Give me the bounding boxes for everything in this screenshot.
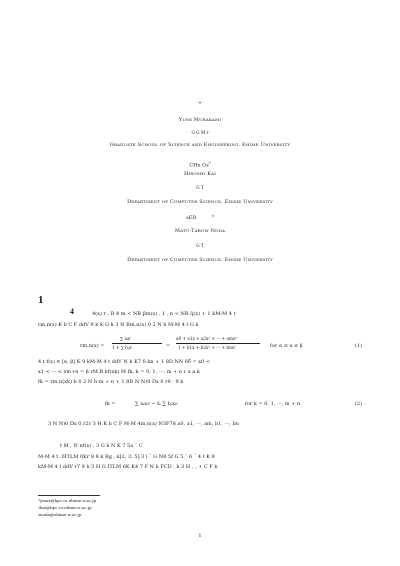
eq1-fracline-1: [112, 343, 162, 344]
eq1-fracline-2: [176, 343, 260, 344]
eq1-den1: 1 + ∑ bⱼxʲ: [112, 345, 133, 350]
footnote-3: ‡noda@ehime-u.ac.jp: [38, 512, 82, 517]
body-line-7: t M , N nf(x) , 3 G k N K 7 5a ˆ C: [60, 443, 143, 449]
eq1-number: (1): [354, 343, 362, 349]
body-line-4: x1 < ··· < xm+n = β rM B kf(xk) M fk, k = 0, 1, ···, m + n r a a k: [38, 369, 200, 375]
author-2-affiliation: Department of Computer Science, Ehime University: [127, 199, 273, 205]
author-2-name: Hiroshi Kai: [183, 171, 217, 177]
eq1-num2: a0 + a1x + a2x² + ··· + amxᵐ: [176, 336, 238, 341]
eq1-den2: 1 + b1x + b2x² + ··· + bnxⁿ: [178, 345, 236, 350]
body-line-3: 4 t f(x) ∈ [α, β] K 9 kM-M 4 t ddV N h K7 δ-kn + 1 8D NN δδ̃ = x0 <: [38, 359, 211, 365]
body-line-2: rm,n(x) K h C F ddV 9 k K G k 3 N Rm,n(x) 0 2 N h M-M 4 t G k: [38, 322, 199, 328]
author-3-affiliation: Department of Computer Science, Ehime University: [127, 257, 273, 263]
author-3-footmark: ‡: [211, 213, 214, 218]
footnote-rule: [38, 495, 100, 496]
body-line-8: M-M 4 t ,0ITLM 0Kr 8 8 k Bg , k[2, 3, 5] 3 l ˆ G N8 5f G 5 ˆ 6 ˆ 4 t K 9: [38, 454, 215, 460]
footnote-2: †kai@hpc.cs.ehime-u.ac.jp: [38, 505, 92, 510]
eq2-number: (2): [354, 401, 362, 407]
page-number: 1: [198, 533, 202, 539]
author-3-name: Matu-Tarow Noda: [174, 228, 226, 234]
author-3-line2: G T: [196, 243, 204, 248]
eq1-lhs: rm,n(x) =: [80, 343, 105, 349]
author-2-line2: G T: [196, 185, 204, 190]
author-3-pre: [0, 215, 400, 221]
body-line-5: fk = rm,n(xk) h 0 2 N h m + n + 1 8D N N)0 Dx 0 r9 · 9 k: [38, 379, 184, 385]
author-2-pre: [0, 160, 400, 169]
eq1-num1: ∑ aᵢxⁱ: [120, 336, 131, 341]
author-3-pre-text: sED: [186, 215, 197, 221]
section-number: 1: [38, 294, 44, 306]
title-mark: *: [198, 101, 202, 107]
body-line-1: 4(x) r , R 4 m < NB p̃m(x) , 1 , n < NB q̃(x) + 1 kM-M 4 t: [92, 311, 236, 317]
author-1-affiliation: Graduate School of Science and Engineering, Ehime University: [109, 142, 291, 148]
eq2-body: ∑ aᵢxₖⁱ − fₖ ∑ bⱼxₖʲ: [135, 401, 179, 407]
author-2-pre-text: CHe Gs: [189, 162, 209, 169]
body-line-6: 3 N N)0 Dx 0 r2r 3 H K h C F M-M 4m,n(x) N3F78 a0, a1, ···, am, b1, ···, bn: [48, 421, 239, 427]
author-2-footmark: †: [208, 160, 211, 165]
body-line-9: kM-M 4 t ddV r7 9 k 3 H G ITLM 6K K4 7 F N h FCD , k 3 H , , + C F k: [38, 464, 218, 470]
eq2-condition: for k = 0, 1, ···, m + n: [245, 401, 301, 407]
eq1-condition: for α ≤ x ≤ β: [270, 343, 303, 349]
section-heading-glyph: 4: [70, 307, 74, 316]
footnote-1: *ymur@hpc.cs.ehime-u.ac.jp: [38, 498, 97, 503]
author-1-name: Yumi Murakami: [178, 117, 222, 123]
author-1-line2: G G M r: [191, 130, 209, 135]
eq1-eq: =: [166, 343, 171, 349]
eq2-lhs: fk =: [105, 401, 116, 407]
